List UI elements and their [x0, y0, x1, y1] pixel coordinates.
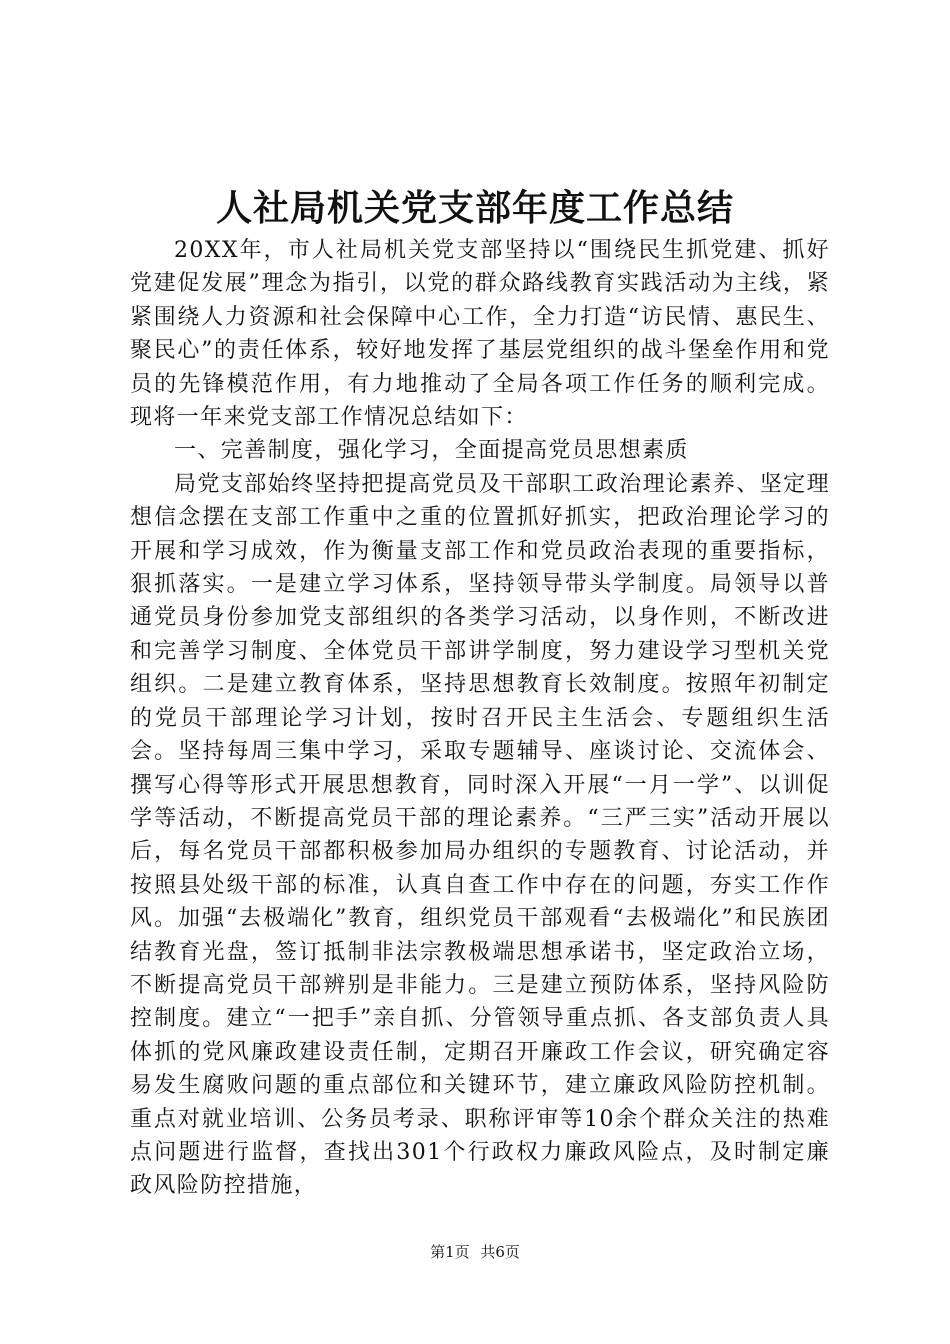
page-footer: [0, 1242, 950, 1262]
section-heading: 一、完善制度，强化学习，全面提高党员思想素质: [174, 438, 689, 464]
document-title: 人社局机关党支部年度工作总结: [215, 187, 734, 229]
page-total: 共6页: [480, 1243, 520, 1261]
page-number: 第1页: [430, 1243, 470, 1261]
intro-paragraph: 20XX年，市人社局机关党支部坚持以“围绕民生抓党建、抓好党建促发展”理念为指引，以党的群众路线教育实践活动为主线，紧紧围绕人力资源和社会保障中心工作，全力打造“访民情、惠民生、聚民心”的责任体系，较好地发挥了基层党组织的战斗堡垒作用和党员的先锋模范作用，有力地推动了全局各项工作任务的顺利完成。现将一年来党支部工作情况总结如下：: [130, 238, 830, 431]
document-body: [130, 234, 830, 1203]
body-paragraph: 局党支部始终坚持把提高党员及干部职工政治理论素养、坚定理想信念摆在支部工作重中之重的位置抓好抓实，把政治理论学习的开展和学习成效，作为衡量支部工作和党员政治表现的重要指标，狠抓落实。一是建立学习体系，坚持领导带头学制度。局领导以普通党员身份参加党支部组织的各类学习活动，以身作则，不断改进和完善学习制度、全体党员干部讲学制度，努力建设学习型机关党组织。二是建立教育体系，坚持思想教育长效制度。按照年初制定的党员干部理论学习计划，按时召开民主生活会、专题组织生活会。坚持每周三集中学习，采取专题辅导、座谈讨论、交流体会、撰写心得等形式开展思想教育，同时深入开展“一月一学”、以训促学等活动，不断提高党员干部的理论素养。“三严三实”活动开展以后，每名党员干部都积极参加局办组织的专题教育、讨论活动，并按照县处级干部的标准，认真自查工作中存在的问题，夯实工作作风。加强“去极端化”教育，组织党员干部观看“去极端化”和民族团结教育光盘，签订抵制非法宗教极端思想承诺书，坚定政治立场，不断提高党员干部辨别是非能力。三是建立预防体系，坚持风险防控制度。建立“一把手”亲自抓、分管领导重点抓、各支部负责人具体抓的党风廉政建设责任制，定期召开廉政工作会议，研究确定容易发生腐败问题的重点部位和关键环节，建立廉政风险防控机制。重点对就业培训、公务员考录、职称评审等10余个群众关注的热难点问题进行监督，查找出301个行政权力廉政风险点，及时制定廉政风险防控措施，: [130, 471, 830, 1199]
